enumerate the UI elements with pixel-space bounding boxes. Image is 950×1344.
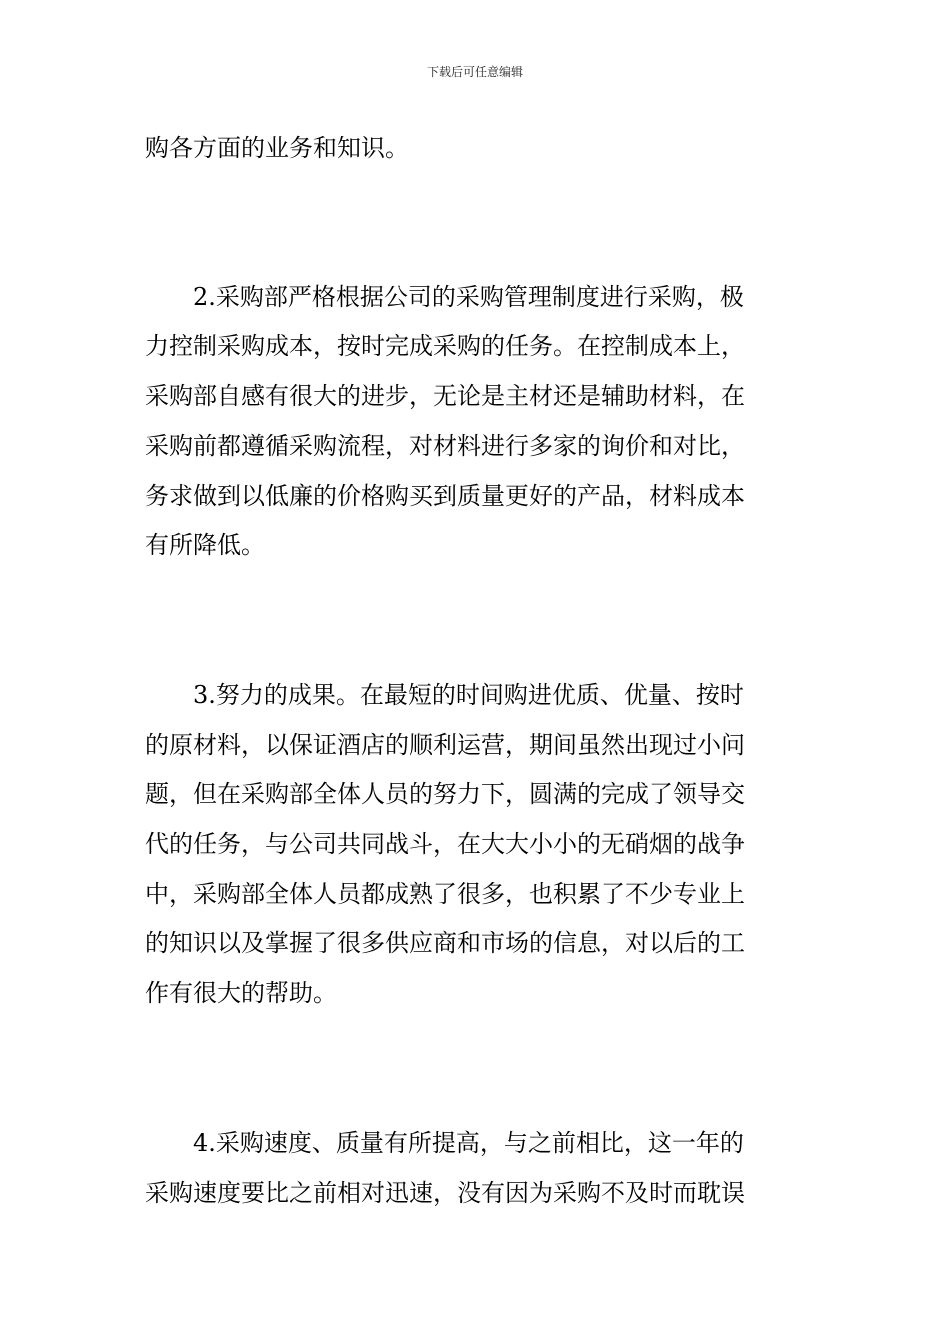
paragraph-line: 2.采购部严格根据公司的采购管理制度进行采购，极 [193,282,744,311]
paragraph-line: 有所降低。 [145,531,265,560]
paragraph-line: 采购速度要比之前相对迅速，没有因为采购不及时而耽误 [145,1178,745,1207]
paragraph-3 [145,671,807,1019]
paragraph-spacer [145,571,807,671]
paragraph-spacer [145,1019,807,1119]
paragraph-line: 4.采购速度、质量有所提高，与之前相比，这一年的 [193,1128,744,1157]
paragraph-line: 3.努力的成果。在最短的时间购进优质、优量、按时 [193,680,744,709]
paragraph-line: 中，采购部全体人员都成熟了很多，也积累了不少专业上 [145,879,745,908]
paragraph-line: 题，但在采购部全体人员的努力下，圆满的完成了领导交 [145,780,745,809]
paragraph-2 [145,273,807,571]
paragraph-line: 作有很大的帮助。 [145,979,337,1008]
paragraph-line: 采购部自感有很大的进步，无论是主材还是辅助材料，在 [145,382,745,411]
document-body [145,124,807,1218]
paragraph-line: 购各方面的业务和知识。 [145,134,409,162]
paragraph-line: 的原材料，以保证酒店的顺利运营，期间虽然出现过小问 [145,730,745,759]
paragraph-1 [145,124,807,174]
paragraph-spacer [145,174,807,273]
paragraph-4 [145,1119,807,1218]
paragraph-line: 的知识以及掌握了很多供应商和市场的信息，对以后的工 [145,929,745,958]
page-header: 下载后可任意编辑 [426,65,523,79]
paragraph-line: 采购前都遵循采购流程，对材料进行多家的询价和对比， [145,431,745,460]
paragraph-line: 代的任务，与公司共同战斗，在大大小小的无硝烟的战争 [145,830,745,859]
paragraph-line: 力控制采购成本，按时完成采购的任务。在控制成本上， [145,332,745,361]
paragraph-line: 务求做到以低廉的价格购买到质量更好的产品，材料成本 [145,481,745,510]
